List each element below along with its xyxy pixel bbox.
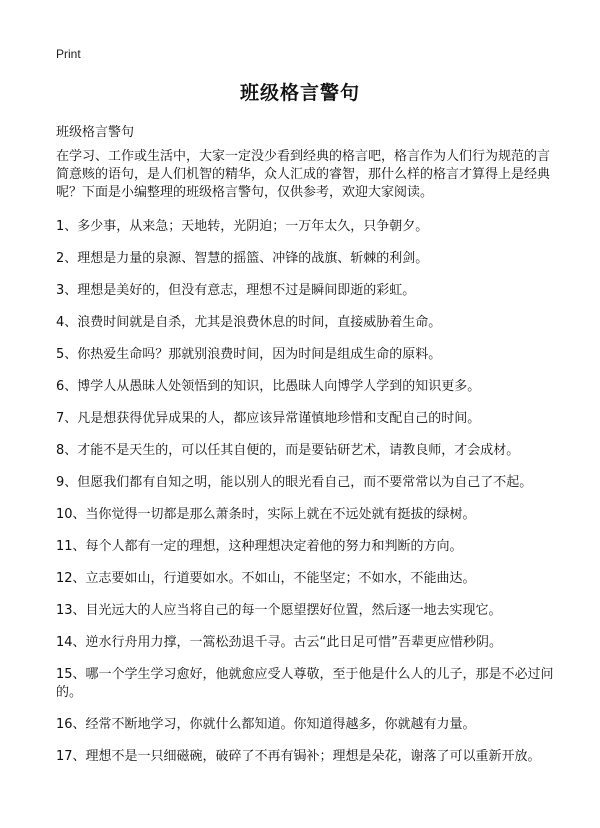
- document-subtitle: 班级格言警句: [56, 125, 135, 140]
- quote-item: 16、经常不断地学习，你就什么都知道。你知道得越多，你就越有力量。: [56, 717, 476, 732]
- quote-item: 15、哪一个学生学习愈好，他就愈应受人尊敬，至于他是什么人的儿子，那是不必过问的。: [56, 667, 554, 700]
- quote-item: 6、博学人从愚昧人处领悟到的知识，比愚昧人向博学人学到的知识更多。: [56, 379, 481, 394]
- quote-item: 9、但愿我们都有自知之明，能以别人的眼光看自己，而不要常常以为自己了不起。: [56, 475, 533, 490]
- quote-item: 3、理想是美好的，但没有意志，理想不过是瞬间即逝的彩虹。: [56, 283, 416, 298]
- quote-item: 10、当你觉得一切都是那么萧条时，实际上就在不远处就有挺拔的绿树。: [56, 507, 476, 522]
- quote-item: 12、立志要如山，行道要如水。不如山，不能坚定；不如水，不能曲达。: [56, 571, 476, 586]
- quote-item: 11、每个人都有一定的理想，这种理想决定着他的努力和判断的方向。: [56, 539, 463, 554]
- quote-item: 2、理想是力量的泉源、智慧的摇篮、冲锋的战旗、斩棘的利剑。: [56, 251, 429, 266]
- quote-item: 8、才能不是天生的，可以任其自便的，而是要钻研艺术，请教良师，才会成材。: [56, 443, 520, 458]
- quote-item: 17、理想不是一只细磁碗，破碎了不再有锔补；理想是朵花，谢落了可以重新开放。: [56, 749, 541, 764]
- page-title: 班级格言警句: [239, 82, 360, 104]
- quote-list: [56, 218, 556, 766]
- print-label: Print: [56, 47, 81, 61]
- intro-paragraph: 在学习、工作或生活中，大家一定没少看到经典的格言吧，格言作为人们行为规范的言简意赅的语句，是人们机智的精华，众人汇成的睿智，那什么样的格言才算得上是经典呢？下面是小编整理的班级格言警句，仅供参考，欢迎大家阅读。: [56, 149, 551, 200]
- quote-item: 7、凡是想获得优异成果的人，都应该异常谨慎地珍惜和支配自己的时间。: [56, 411, 481, 426]
- quote-item: 13、目光远大的人应当将自己的每一个愿望摆好位置，然后逐一地去实现它。: [56, 603, 502, 618]
- quote-item: 5、你热爱生命吗？那就别浪费时间，因为时间是组成生命的原料。: [56, 347, 442, 362]
- quote-item: 14、逆水行舟用力撑，一篙松劲退千寻。古云“此日足可惜”吾辈更应惜秒阴。: [56, 635, 503, 650]
- quote-item: 1、多少事，从来急；天地转，光阴迫；一万年太久，只争朝夕。: [56, 219, 429, 234]
- quote-item: 4、浪费时间就是自杀，尤其是浪费休息的时间，直接威胁着生命。: [56, 315, 442, 330]
